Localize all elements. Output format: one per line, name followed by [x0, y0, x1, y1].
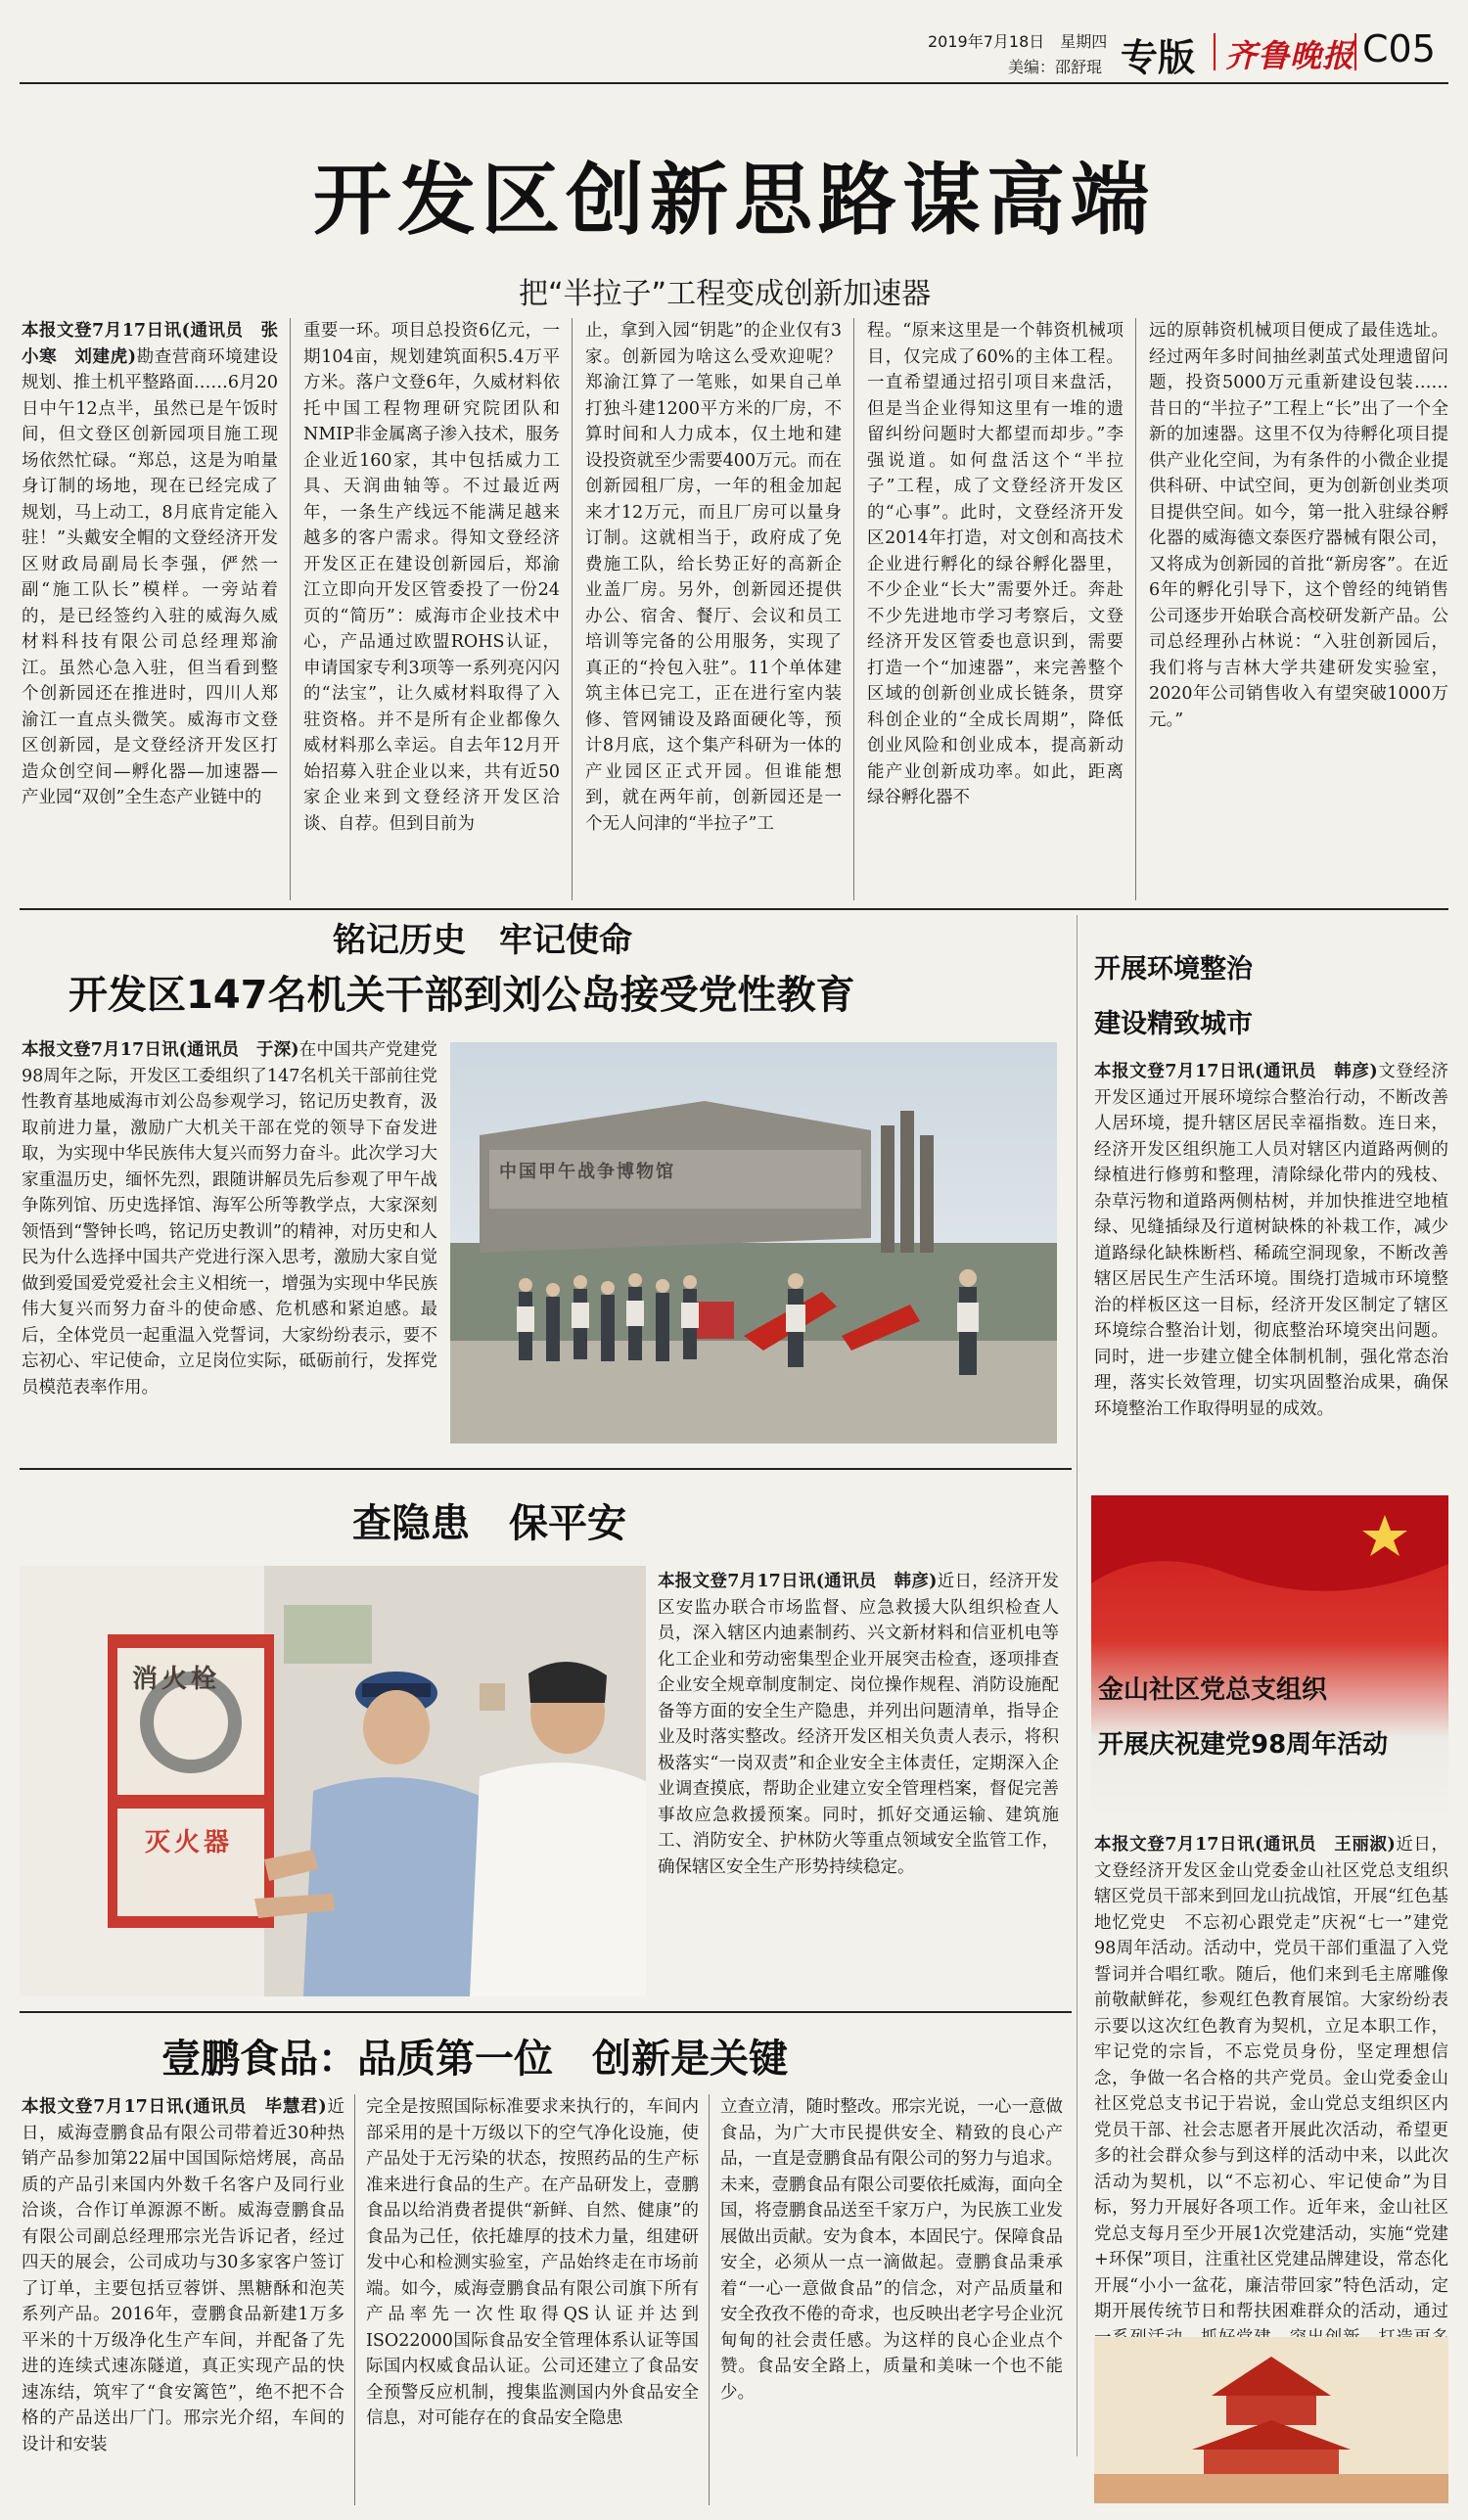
lead-subheadline: 把“半拉子”工程变成创新加速器: [519, 277, 932, 311]
lead-column-4: 程。“原来这里是一个韩资机械项目，仅完成了60%的主体工程。一直希望通过招引项目来盘活，但是当企业得知这里有一堆的遗留纠纷问题时大都望而却步。”李强说道。如何盘活这个“半拉子”工程，成了文登经济开发区的“心事”。此时，文登经济开发区2014年打造，对文创和高技术企业进行孵化的绿谷孵化器里，不少企业“长大”需要外迁。奔赴不少先进地市学习考察后，文登经济开发区管委也意识到，需要打造一个“加速器”，来完善整个区域的创新创业成长链条，贯穿科创企业的“全成长周期”，降低创业风险和创业成本，提高新动能产业创新成功率。如此，距离绿谷孵化器不: [867, 321, 1124, 807]
food-byline: 本报文登7月17日讯(通讯员 毕慧君): [22, 2097, 327, 2117]
env-headline-2: 建设精致城市: [1094, 1009, 1253, 1039]
community-banner: [1091, 1495, 1448, 1818]
page-number-divider: [1354, 33, 1356, 70]
extinguisher-sign: 灭火器: [145, 1828, 234, 1857]
env-headline-1: 开展环境整治: [1094, 954, 1253, 985]
masthead-rule: [20, 82, 1448, 84]
community-body: 本报文登7月17日讯(通讯员 王丽淑)近日，文登经济开发区金山党委金山社区党总支组织辖区党员干部来到回龙山抗战馆，开展“红色基地忆党史 不忘初心跟党走”庆祝“七一”建党98周年活动。活动中，党员干部们重温了入党誓词并合唱红歌。随后，他们来到毛主席雕像前敬献鲜花，参观红色教育展馆。大家纷纷表示要以这次红色教育为契机，立足本职工作，牢记党的宗旨，不忘党员身份，坚定理想信念，争做一名合格的共产党员。金山党委金山社区党总支书记于岩说，金山党总支组织区内党员干部、社会志愿者开展此次活动，希望更多的社会群众参与到这样的活动中来，以此次活动为契机，以“不忘初心、牢记使命”为目标，努力开展好各项工作。近年来，金山社区党总支每月至少开展1次党建活动，实施“党建+环保”项目，注重社区党建品牌建设，常态化开展“小小一盆花，廉洁带回家”特色活动，定期开展传统节日和帮扶困难群众的活动，通过: [1094, 1835, 1449, 2321]
lead-headline: 开发区创新思路谋高端: [313, 155, 1155, 246]
safety-inspection-photo: [20, 1566, 646, 1996]
food-column-3: 立查立清，随时整改。邢宗光说，一心一意做食品，为广大市民提供安全、精致的良心产品，一直是壹鹏食品有限公司的努力与追求。未来，壹鹏食品有限公司要依托威海，面向全国，将壹鹏食品送至千家万户，为民族工业发展做出贡献。安为食本，本固民宁。保障食品安全，必须从一点一滴做起。壹鹏食品秉承着“一心一意做食品”的信念，对产品质量和安全孜孜不倦的奇求，也反映出老字号企业沉甸甸的社会责任感。为这样的良心企业点个赞。食品安全路上，质量和美味一个也不能少。: [720, 2097, 1063, 2403]
liugong-island-photo: [450, 1042, 1057, 1443]
lead-column-1: 本报文登7月17日讯(通讯员 张小寒 刘建虎)勘查营商环境建设规划、推土机平整路面……6月20日中午12点半，虽然已是午饭时间，但文登区创新园项目施工现场依然忙碌。“郑总，这是为咱量身订制的场地，现在已经完成了规划，马上动工，8月底肯定能入驻！”头戴安全帽的文登经济开发区财政局副局长李强，俨然一副“施工队长”模样。一旁站着的，是已经签约入驻的威海久威材料科技有限公司总经理郑渝江。虽然心急入驻，但当看到整个创新园还在推进时，四川人郑渝江一直点头微笑。威海市文登区创新园，是文登经济开发区打造众创空间—孵化器—加速器—产业园“双创”全生态产业链中的: [22, 321, 279, 807]
community-headline-2: 开展庆祝建党98周年活动: [1098, 1730, 1389, 1760]
party-edu-headline: 开发区147名机关干部到刘公岛接受党性教育: [69, 973, 855, 1018]
newspaper-logo: 齐鲁晚报: [1225, 37, 1355, 74]
lead-column-5: 远的原韩资机械项目便成了最佳选址。经过两年多时间抽丝剥茧式处理遗留问题，投资5000万元重新建设包装……昔日的“半拉子”工程上“长”出了一个全新的加速器。这里不仅为待孵化项目提供产业化空间，为有条件的小微企业提供科研、中试空间，更为创新创业类项目提供空间。如今，第一批入驻绿谷孵化器的威海德文泰医疗器械有限公司，又将成为创新园的首批“新房客”。在近6年的孵化引导下，这个曾经的纯销售公司逐步开始联合高校研发新产品。公司总经理孙占林说：“入驻创新园后，我们将与吉林大学共建研发实验室，2020年公司销售收入有望突破1000万元。”: [1149, 321, 1448, 730]
party-edu-kicker: 铭记历史 牢记使命: [333, 921, 632, 960]
museum-sign: 中国甲午战争博物馆: [499, 1162, 675, 1182]
red-flag-art: [1091, 1495, 1448, 1818]
liugong-island-photo-art: [450, 1042, 1057, 1443]
env-body: 本报文登7月17日讯(通讯员 韩彦)文登经济开发区通过开展环境综合整治行动，不断改善人居环境，提升辖区居民幸福指数。连日来，经济开发区组织施工人员对辖区内道路两侧的绿植进行修剪和整理，清除绿化带内的残枝、杂草污物和道路两侧枯树，并加快推进空地植绿、见缝插绿及行道树缺株的补栽工作，减少道路绿化缺株断档、稀疏空洞现象，不断改善辖区居民生产生活环境。围绕打造城市环境整治的样板区这一目标，经济开发区制定了辖区环境综合整治计划，彻底整治环境突出问题。同时，进一步建立健全体制机制，强化常态治理，落实长效管理，切实巩固整治成果，确保环境整治工作取得明显的成效。: [1094, 1062, 1448, 1419]
env-byline: 本报文登7月17日讯(通讯员 韩彦): [1094, 1062, 1378, 1081]
community-footer-art: [1094, 2337, 1448, 2503]
lead-column-2: 重要一环。项目总投资6亿元，一期104亩，规划建筑面积5.4万平方米。落户文登6年，久威材料依托中国工程物理研究院团队和NMIP非金属离子渗入技术，服务企业近160家，其中包括威力工具、天润曲轴等。不过最近两年，一条生产线远不能满足越来越多的客户需求。得知文登经济开发区正在建设创新园后，郑渝江立即向开发区管委投了一份24页的“简历”：威海市企业技术中心，产品通过欧盟ROHS认证，申请国家专利3项等一系列亮闪闪的“法宝”，让久威材料取得了入驻资格。并不是所有企业都像久威材料那么幸运。自去年12月开始招募入驻企业以来，共有近50家企业来到文登经济开发区洽谈、自荐。但到目前为: [303, 321, 560, 834]
safety-byline: 本报文登7月17日讯(通讯员 韩彦): [658, 1572, 938, 1591]
lead-column-3: 止，拿到入园“钥匙”的企业仅有3家。创新园为啥这么受欢迎呢？郑渝江算了一笔账，如果自己单打独斗建1200平方米的厂房，不算时间和人力成本，仅土地和建设投资就至少需要400万元。而在创新园租厂房，一年的租金加起来才12万元，而且厂房可以量身订制。这就相当于，政府成了免费施工队，给长势正好的高新企业盖厂房。另外，创新园还提供办公、宿舍、餐厅、会议和员工培训等完备的公用服务，实现了真正的“拎包入驻”。11个单体建筑主体已完工，正在进行室内装修、管网铺设及路面硬化等，预计8月底，这个集产科研为一体的产业园区正式开园。但谁能想到，就在两年前，创新园还是一个无人问津的“半拉子”工: [585, 321, 842, 834]
party-edu-body: 本报文登7月17日讯(通讯员 于深)在中国共产党建党98周年之际，开发区工委组织了147名机关干部前往党性教育基地威海市刘公岛参观学习，铭记历史教育，汲取前进力量，激励广大机关干部在党的领导下奋发进取，为实现中华民族伟大复兴而努力奋斗。此次学习大家重温历史，缅怀先烈，跟随讲解员先后参观了甲午战争陈列馆、历史选择馆、海军公所等教学点，大家深刻领悟到“警钟长鸣，铭记历史教训”的精神，对历史和人民为什么选择中国共产党进行深入思考，激励大家自觉做到爱国爱党爱社会主义相统一，增强为实现中华民族伟大复兴而努力奋斗的使命感、危机感和紧迫感。最后，全体党员一起重温入党誓词，大家纷纷表示，要不忘初心、牢记使命，立足岗位实际，砥砺前行，发挥党员模范表率作用。: [22, 1040, 437, 1397]
issue-date: 2019年7月18日 星期四: [928, 32, 1108, 51]
food-headline: 壹鹏食品：品质第一位 创新是关键: [161, 2037, 788, 2082]
food-column-1: 本报文登7月17日讯(通讯员 毕慧君)近日，威海壹鹏食品有限公司带着近30种热销产品参加第22届中国国际焙烤展，高品质的产品引来国内外数千名客户及同行业洽谈，合作订单源源不断。威海壹鹏食品有限公司副总经理邢宗光告诉记者，经过四天的展会，公司成功与30多家客户签订了订单，主要包括豆蓉饼、黑糖酥和泡芙系列产品。2016年，壹鹏食品新建1万多平米的十万级净化生产车间，并配备了先进的连续式速冻隧道，真正实现产品的快速冻结，筑牢了“食安篱笆”，绝不把不合格的产品送出厂门。邢宗光介绍，车间的设计和安装: [22, 2097, 345, 2454]
safety-headline: 查隐患 保平安: [352, 1501, 626, 1546]
section-divider: [1214, 33, 1216, 70]
page-number: C05: [1362, 27, 1436, 70]
safety-body: 本报文登7月17日讯(通讯员 韩彦)近日，经济开发区安监办联合市场监督、应急救援大队组织检查人员，深入辖区内迪素制药、兴文新材料和信亚机电等化工企业和劳动密集型企业开展突击检查，逐项排查企业安全规章制度制定、岗位操作规程、消防设施配备等方面的安全生产隐患，并列出问题清单，指导企业及时落实整改。经济开发区相关负责人表示，将积极落实“一岗双责”和企业安全主体责任，定期深入企业调查摸底，帮助企业建立安全管理档案，督促完善事故应急救援预案。同时，抓好交通运输、建筑施工、消防安全、护林防火等重点领域安全监管工作，确保辖区安全生产形势持续稳定。: [658, 1572, 1060, 1877]
lead-byline: 本报文登7月17日讯(通讯员 张小寒 刘建虎): [22, 321, 278, 367]
section-name: 专版: [1121, 36, 1196, 79]
masthead: [0, 0, 1468, 78]
safety-inspection-photo-art: [20, 1566, 646, 1996]
community-headline-1: 金山社区党总支组织: [1098, 1675, 1328, 1705]
community-byline: 本报文登7月17日讯(通讯员 王丽淑): [1094, 1835, 1396, 1855]
hydrant-sign: 消火栓: [132, 1665, 221, 1694]
party-edu-byline: 本报文登7月17日讯(通讯员 于深): [22, 1040, 299, 1060]
food-column-2: 完全是按照国际标准要求来执行的，车间内部采用的是十万级以下的空气净化设施，使产品处于无污染的状态，按照药品的生产标准来进行食品的生产。在产品研发上，壹鹏食品以给消费者提供“新鲜、自然、健康”的食品为己任，依托雄厚的技术力量，组建研发中心和检测实验室，产品始终走在市场前端。如今，威海壹鹏食品有限公司旗下所有产品率先一次性取得QS认证并达到ISO22000国际食品安全管理体系认证等国际国内权威食品认证。公司还建立了食品安全预警反应机制，搜集监测国内外食品安全信息，对可能存在的食品安全隐患: [366, 2097, 699, 2428]
page-editor: 美编：邵舒琨: [1008, 58, 1103, 76]
